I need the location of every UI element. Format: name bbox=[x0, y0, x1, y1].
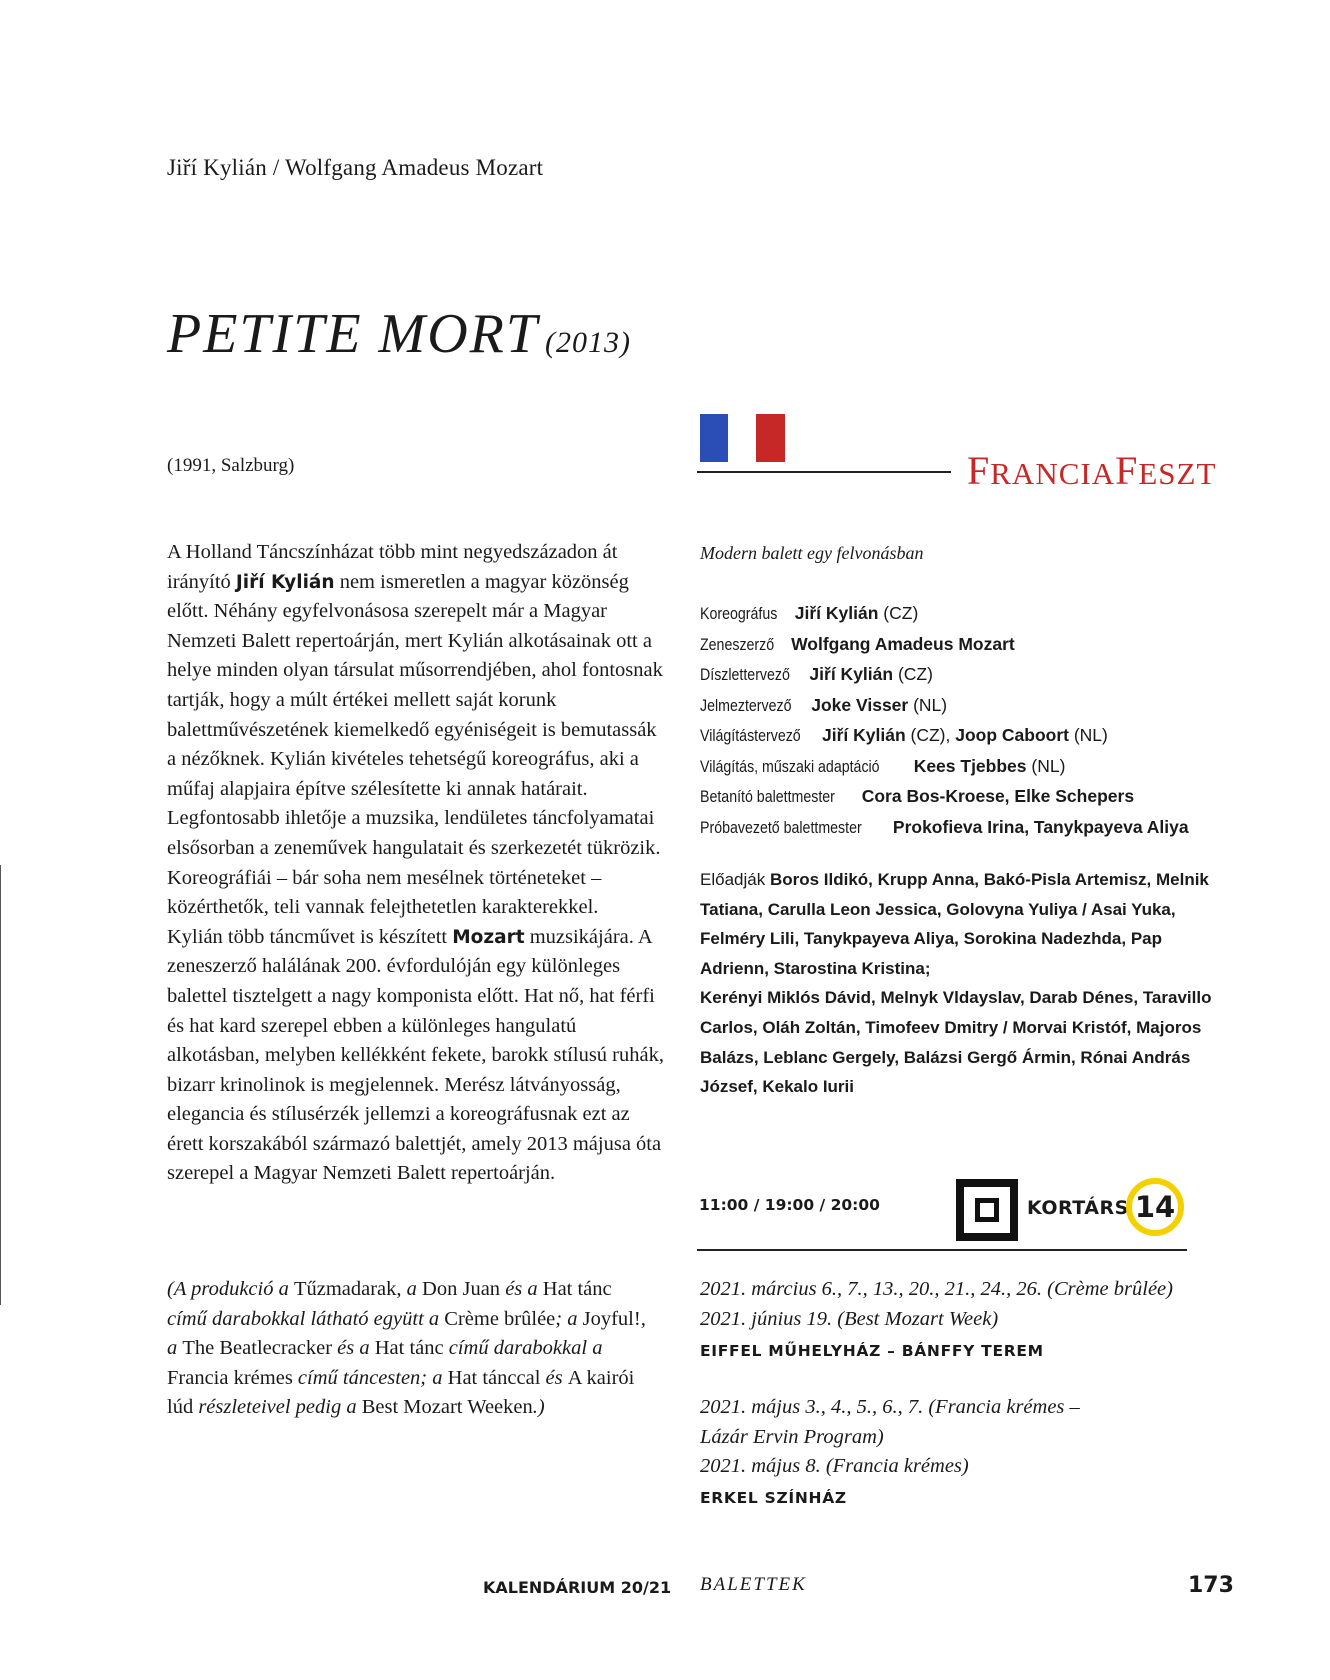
performers-label: Előadják bbox=[700, 870, 766, 889]
credit-country: (NL) bbox=[908, 694, 948, 715]
schedule-divider bbox=[697, 1249, 1187, 1251]
schedule-date-line: 2021. június 19. (Best Mozart Week) bbox=[700, 1307, 999, 1330]
show-times: 11:00 / 19:00 / 20:00 bbox=[699, 1196, 880, 1214]
credit-label: Jelmeztervező bbox=[700, 696, 792, 715]
description-paragraph-2 bbox=[167, 923, 667, 1189]
kortars-label: KORTÁRS bbox=[1027, 1197, 1129, 1219]
description-paragraph-1 bbox=[167, 538, 667, 923]
footer-section: BALETTEK bbox=[700, 1574, 807, 1595]
note-seg: című darabokkal látható együtt a bbox=[167, 1307, 445, 1330]
credit-label: Zeneszerző bbox=[700, 635, 775, 654]
age-rating-badge bbox=[1126, 1178, 1184, 1236]
note-seg: című táncesten; a bbox=[292, 1366, 448, 1389]
venue-2: ERKEL SZÍNHÁZ bbox=[700, 1489, 847, 1507]
description-text bbox=[167, 538, 667, 1189]
credit-label: Világítástervező bbox=[700, 727, 801, 745]
credit-label: Világítás, műszaki adaptáció bbox=[700, 757, 880, 776]
credit-row bbox=[700, 752, 1220, 783]
logo-divider-line bbox=[697, 471, 951, 473]
page-title bbox=[167, 302, 631, 366]
note-seg: Hat tánc bbox=[542, 1278, 612, 1300]
credit-row bbox=[700, 782, 1220, 813]
credit-name: Prokofieva Irina, Tanykpayeva Aliya bbox=[892, 816, 1189, 837]
credit-row bbox=[700, 630, 1220, 661]
credit-row bbox=[700, 691, 1220, 722]
authors-line: Jiří Kylián / Wolfgang Amadeus Mozart bbox=[167, 155, 544, 180]
note-seg: , a bbox=[396, 1278, 423, 1300]
note-seg: The Beatlecracker bbox=[182, 1337, 333, 1360]
note-seg: és bbox=[540, 1366, 568, 1389]
credit-row bbox=[700, 660, 1220, 691]
venue-1: EIFFEL MŰHELYHÁZ – BÁNFFY TEREM bbox=[700, 1342, 1044, 1360]
note-seg: Hat tánc bbox=[374, 1337, 444, 1360]
p2-text-b: muzsikájára. A zeneszerző halálának 200. évfordulóján egy különleges balettel tisztelgett a nagy komponista előtt. Hat nő, hat férfi és hat kard szerepel ebben a különleges hangulatú alkotásban, melyben kellékként fekete, barokk stílusú ruhák, bizarr krinolinok is megjelennek. Merész látványosság, elegancia és stílusérzék jellemzi a koreográfusnak ezt az érett korszakából származó balettjét, amely 2013 májusa óta szerepel a Magyar Nemzeti Balett repertoárján. bbox=[167, 925, 664, 1185]
note-seg: részleteivel pedig a bbox=[193, 1396, 362, 1419]
kortars-square-inner-icon bbox=[975, 1198, 999, 1222]
note-seg: című darabokkal a bbox=[443, 1337, 603, 1360]
schedule-block-1 bbox=[700, 1275, 1173, 1334]
note-seg: ; a bbox=[555, 1307, 583, 1330]
credit-country: (NL) bbox=[1068, 725, 1108, 745]
schedule-date-line: 2021. május 3., 4., 5., 6., 7. (Francia krémes – bbox=[700, 1396, 1080, 1418]
credit-label: Koreográfus bbox=[700, 605, 778, 623]
credit-row bbox=[700, 721, 1220, 752]
french-flag-red-stripe bbox=[756, 414, 785, 462]
note-seg: Joyful! bbox=[582, 1307, 641, 1330]
credit-country: (CZ), bbox=[905, 725, 956, 745]
credit-name: Joke Visser bbox=[811, 694, 909, 715]
credit-row bbox=[700, 813, 1220, 844]
note-seg: Francia krémes bbox=[167, 1366, 293, 1389]
note-seg: A kairói lúd bbox=[167, 1366, 635, 1419]
credit-country: (CZ) bbox=[893, 664, 933, 684]
logo-part2: FESZT bbox=[1115, 448, 1217, 493]
schedule-date-line: Lázár Ervin Program) bbox=[700, 1425, 884, 1448]
page-edge-line bbox=[0, 865, 1, 1305]
note-seg: Crème brûlée bbox=[444, 1307, 556, 1330]
footer-publication: KALENDÁRIUM 20/21 bbox=[483, 1578, 672, 1597]
schedule-date-line: 2021. március 6., 7., 13., 20., 21., 24., 26. (Crème brûlée) bbox=[700, 1278, 1173, 1300]
p1-text-a: A Holland Táncszínházat több mint negyedszázadon át irányító bbox=[167, 541, 618, 593]
title-year: (2013) bbox=[545, 326, 631, 359]
logo-part1: FRANCIA bbox=[967, 448, 1116, 493]
franciafeszt-logo bbox=[967, 447, 1216, 494]
note-seg: Hat tánccal bbox=[447, 1366, 541, 1389]
p1-text-b: nem ismeretlen a magyar közönség előtt. Néhány egyfelvonásosa szerepelt már a Magyar Nemzeti Balett repertoárján, mert Kylián alkotásainak ott a helye minden olyan társulat műsorrendjében, ahol fontosnak tartják, hogy a múlt értékei mellett saját korunk balettművészetének kiemelkedő egyéniségeit is bemutassák a nézőknek. Kylián kivételes tehetségű koreográfus, aki a műfaj alapjaira építve szélesítette ki annak határait. Legfontosabb ihletője a muzsika, lendületes táncfolyamatai elsősorban a zeneművek hangulatait és szerkezetét tükrözik. Koreográfiái – bár soha nem mesélnek történeteket – közérthetők, teli vannak felejthetetlen karakterekkel. bbox=[167, 570, 663, 919]
p2-bold-name: Mozart bbox=[452, 926, 525, 948]
note-seg: és a bbox=[500, 1278, 543, 1300]
credit-label: Próbavezető balettmester bbox=[700, 818, 862, 837]
note-seg: .) bbox=[532, 1396, 545, 1419]
note-seg: , a bbox=[167, 1307, 646, 1360]
genre-line: Modern balett egy felvonásban bbox=[700, 543, 924, 563]
credit-name: Jiří Kylián bbox=[809, 664, 894, 684]
p2-text-a: Kylián több táncművet is készített bbox=[167, 925, 453, 948]
schedule-date-line: 2021. május 8. (Francia krémes) bbox=[700, 1455, 969, 1478]
credit-country: (CZ) bbox=[878, 603, 919, 623]
premiere-info: (1991, Salzburg) bbox=[167, 455, 295, 476]
credit-name: Joop Caboort bbox=[955, 725, 1069, 745]
performers-women: Boros Ildikó, Krupp Anna, Bakó-Pisla Artemisz, Melnik Tatiana, Carulla Leon Jessica, Golovyna Yuliya / Asai Yuka, Felméry Lili, Tanykpayeva Aliya, Sorokina Nadezhda, Pap Adrienn, Starostina Kristina; bbox=[700, 870, 1209, 978]
credit-name: Jiří Kylián bbox=[794, 603, 879, 623]
credit-name: Wolfgang Amadeus Mozart bbox=[791, 633, 1015, 654]
age-rating-value: 14 bbox=[1134, 1190, 1176, 1224]
note-seg: Best Mozart Weeken bbox=[361, 1396, 533, 1419]
french-flag-blue-stripe bbox=[700, 414, 728, 462]
page-number: 173 bbox=[1188, 1573, 1234, 1598]
p1-bold-name: Jiří Kylián bbox=[235, 571, 335, 593]
performers-men: Kerényi Miklós Dávid, Melnyk Vldayslav, Darab Dénes, Taravillo Carlos, Oláh Zoltán, Timofeev Dmitry / Morvai Kristóf, Majoros Balázs, Leblanc Gergely, Balázsi Gergő Ármin, Rónai András József, Kekalo Iurii bbox=[700, 988, 1212, 1097]
production-note bbox=[167, 1275, 647, 1423]
credit-label: Betanító balettmester bbox=[700, 788, 835, 806]
credit-row bbox=[700, 599, 1220, 630]
note-seg: (A produkció a bbox=[167, 1278, 294, 1300]
credit-name: Kees Tjebbes bbox=[913, 755, 1027, 776]
note-seg: Don Juan bbox=[422, 1278, 501, 1300]
title-text: PETITE MORT bbox=[167, 303, 539, 365]
performers-list bbox=[700, 865, 1220, 1102]
credit-country: (NL) bbox=[1026, 755, 1066, 776]
note-seg: Tűzmadarak bbox=[293, 1278, 397, 1300]
credits-list bbox=[700, 599, 1220, 843]
schedule-block-2 bbox=[700, 1393, 1080, 1482]
credit-name: Jiří Kylián bbox=[821, 725, 906, 745]
note-seg: és a bbox=[332, 1337, 375, 1360]
credit-name: Cora Bos-Kroese, Elke Schepers bbox=[861, 786, 1135, 806]
credit-label: Díszlettervező bbox=[700, 666, 790, 684]
